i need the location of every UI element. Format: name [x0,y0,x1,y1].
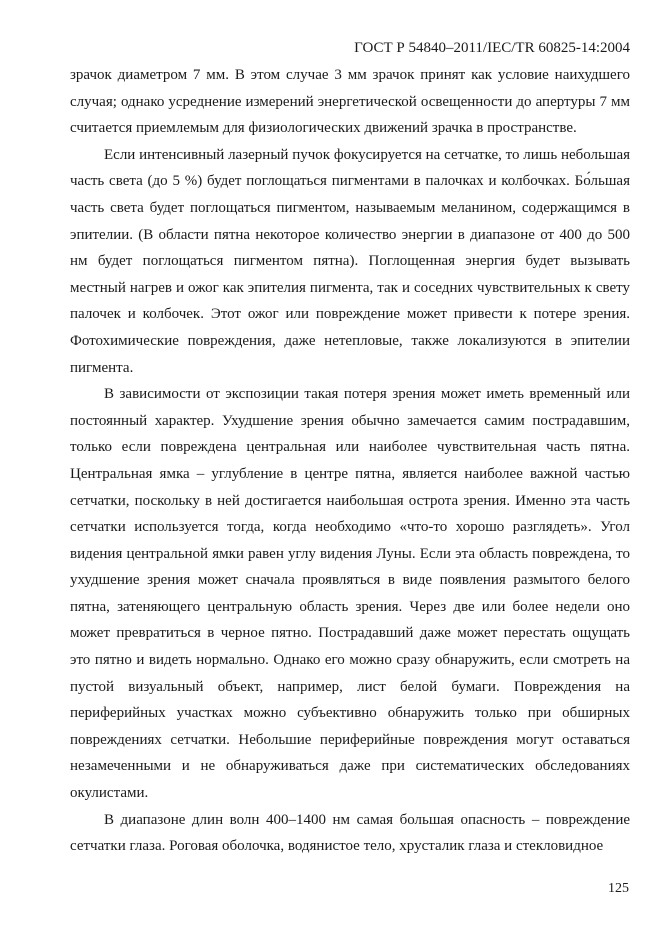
paragraph-continuation: зрачок диаметром 7 мм. В этом случае 3 мм зрачок принят как условие наихудшего случая; однако усреднение измерений энергетической освещенности до апертуры 7 мм считается приемлемым для физиологических движений зрачка в пространстве. [70,67,630,137]
page-number: 125 [608,881,629,896]
standard-header: ГОСТ Р 54840–2011/IEC/TR 60825-14:2004 [354,40,630,56]
paragraph-wavelength-range: В диапазоне длин волн 400–1400 нм самая большая опасность – повреждение сетчатки глаза. Роговая оболочка, водянистое тело, хрусталик глаза и стекловидное [70,811,630,855]
paragraph-vision-loss: В зависимости от экспозиции такая потеря зрения может иметь временный или постоянный характер. Ухудшение зрения обычно замечается самим пострадавшим, только если повреждена центральная или наиболее чувствительная часть пятна. Центральная ямка – углубление в центре пятна, является наиболее важной частью сетчатки, поскольку в ней достигается наибольшая острота зрения. Именно эта часть сетчатки используется тогда, когда необходимо «что-то хорошо разглядеть». Угол видения центральной ямки равен углу видения Луны. Если эта область повреждена, то ухудшение зрения может сначала проявляться в виде появления размытого белого пятна, затеняющего центральную область зрения. Через две или более недели оно может превратиться в черное пятно. Пострадавший даже может перестать ощущать это пятно и видеть нормально. Однако его можно сразу обнаружить, если смотреть на пустой визуальный объект, например, лист белой бумаги. Повреждения на периферийных участках можно субъективно обнаружить только при обширных повреждениях сетчатки. Небольшие периферийные повреждения могут оставаться незамеченными и не обнаруживаться даже при систематических обследованиях окулистами. [70,386,630,802]
paragraph-laser-focus: Если интенсивный лазерный пучок фокусируется на сетчатке, то лишь небольшая часть света (до 5 %) будет поглощаться пигментами в палочках и колбочках. Бо́льшая часть света будет поглощаться пигментом, называемым меланином, содержащимся в эпителии. (В области пятна некоторое количество энергии в диапазоне от 400 до 500 нм будет поглощаться пигментом пятна). Поглощенная энергия будет вызывать местный нагрев и ожог как эпителия пигмента, так и соседних чувствительных к свету палочек и колбочек. Этот ожог или повреждение может привести к потере зрения. Фотохимические повреждения, даже нетепловые, также локализуются в эпителии пигмента. [70,146,630,376]
body-text [70,62,630,860]
